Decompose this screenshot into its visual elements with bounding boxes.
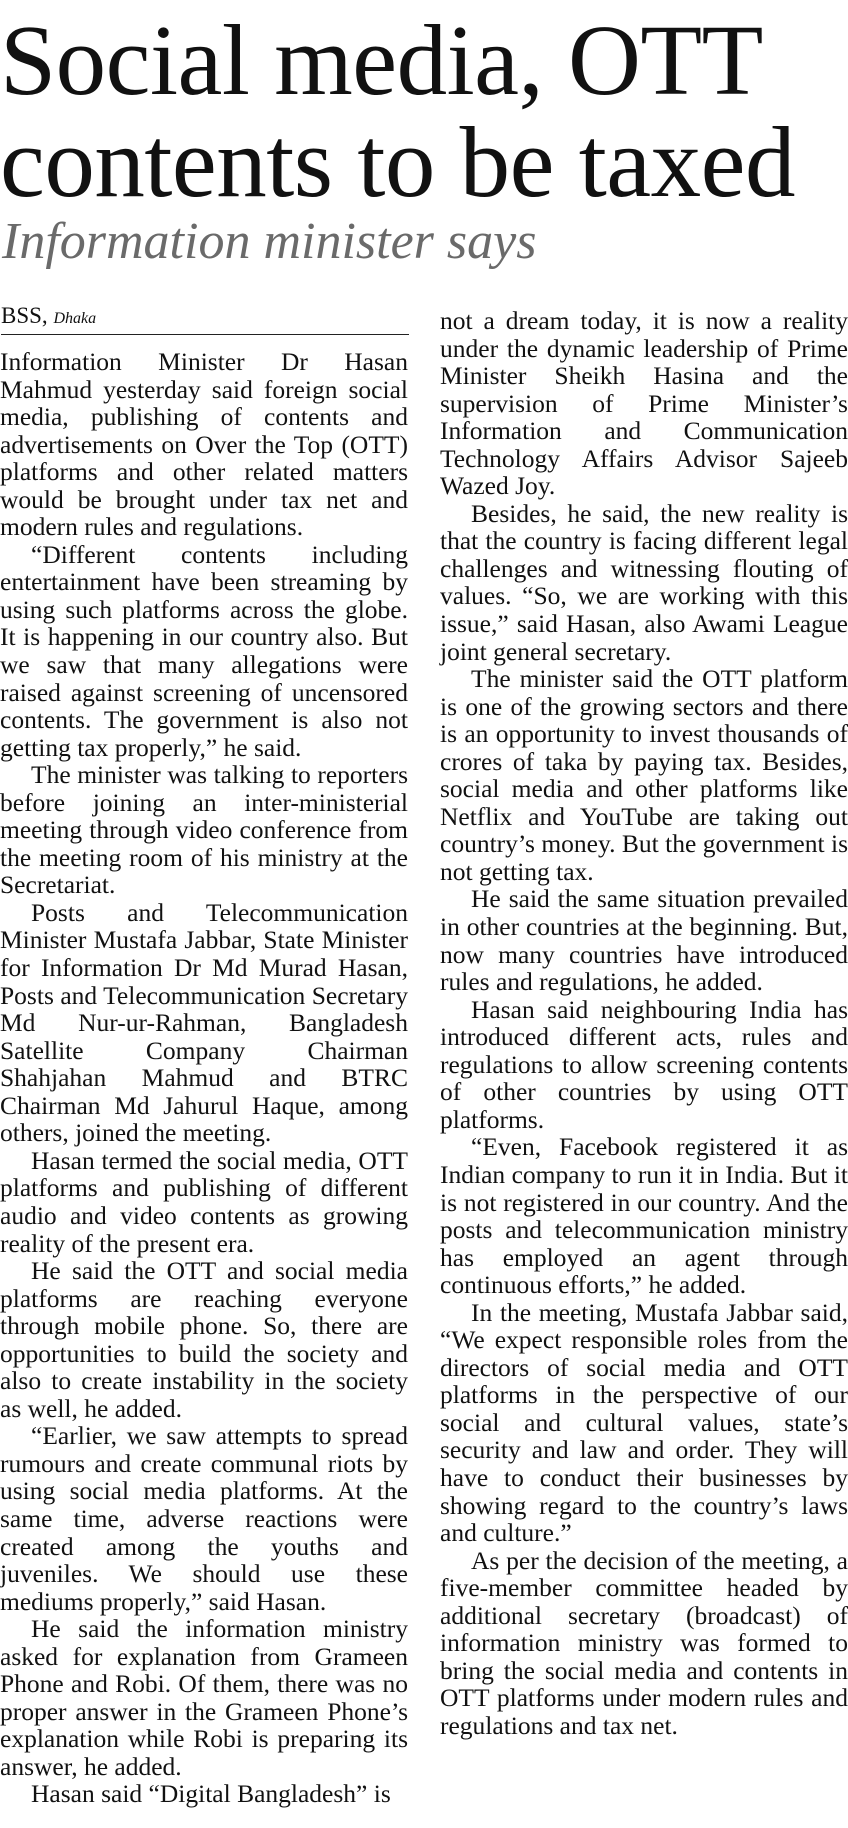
left-column-body	[0, 348, 408, 1808]
paragraph-continuation: not a dream today, it is now a reality under the dynamic leadership of Prime Minister Sheikh Hasina and the supervision of Prime Minister’s Information and Communication Technology Affairs Advisor Sajeeb Wazed Joy.	[440, 306, 848, 501]
headline-line-1: Social media, OTT	[0, 4, 763, 116]
subheadline: Information minister says	[2, 213, 537, 270]
article-column-right	[440, 307, 848, 1739]
paragraph: Hasan termed the social media, OTT platforms and publishing of different audio and video contents as growing reality of the present era.	[0, 1145, 408, 1258]
headline-line-2: contents to be taxed	[0, 106, 795, 218]
paragraph: Besides, he said, the new reality is that the country is facing different legal challenges and witnessing flouting of values. “So, we are working with this issue,” said Hasan, also Awami League joint general secretary.	[440, 498, 848, 666]
paragraph: He said the same situation prevailed in other countries at the beginning. But, now many countries have introduced rules and regulations, he added.	[440, 884, 848, 997]
paragraph: Hasan said neighbouring India has introduced different acts, rules and regulations to allow screening contents of other countries by using OTT platforms.	[440, 994, 848, 1134]
paragraph: The minister was talking to reporters before joining an inter-ministerial meeting through video conference from the meeting room of his ministry at the Secretariat.	[0, 760, 408, 900]
paragraph: Information Minister Dr Hasan Mahmud yesterday said foreign social media, publishing of contents and advertisements on Over the Top (OTT) platforms and other related matters would be brought under tax net and modern rules and regulations.	[0, 347, 408, 542]
paragraph: “Even, Facebook registered it as Indian company to run it in India. But it is not registered in our country. And the posts and telecommunication ministry has employed an agent through continuous efforts,” he added.	[440, 1132, 848, 1300]
paragraph: Posts and Telecommunication Minister Mustafa Jabbar, State Minister for Information Dr Md Murad Hasan, Posts and Telecommunication Secretary Md Nur-ur-Rahman, Bangladesh Satellite Company Chairman Shahjahan Mahmud and BTRC Chairman Md Jahurul Haque, among others, joined the meeting.	[0, 897, 408, 1148]
paragraph: He said the OTT and social media platforms are reaching everyone through mobile phone. So, there are opportunities to build the society and also to create instability in the society as well, he added.	[0, 1256, 408, 1423]
headline	[0, 0, 848, 218]
paragraph: In the meeting, Mustafa Jabbar said, “We expect responsible roles from the directors of social media and OTT platforms in the perspective of our social and cultural values, state’s security and law and order. They will have to conduct their businesses by showing regard to the country’s laws and culture.”	[440, 1297, 848, 1548]
paragraph: The minister said the OTT platform is one of the growing sectors and there is an opportunity to invest thousands of crores of taka by paying tax. Besides, social media and other platforms like Netflix and YouTube are taking out country’s money. But the government is not getting tax.	[440, 664, 848, 886]
byline-place: Dhaka	[53, 310, 97, 327]
paragraph: “Different contents including entertainment have been streaming by using such platforms across the globe. It is happening in our country also. But we saw that many allegations were raised against screening of uncensored contents. The government is also not getting tax properly,” he said.	[0, 539, 408, 762]
article-column-left	[0, 300, 408, 1808]
paragraph: Hasan said “Digital Bangladesh” is	[31, 1779, 391, 1809]
paragraph: As per the decision of the meeting, a five-member committee headed by additional secretary (broadcast) of information ministry was formed to bring the social media and contents in OTT platforms under modern rules and regulations and tax net.	[440, 1545, 848, 1740]
paragraph: He said the information ministry asked for explanation from Grameen Phone and Robi. Of them, there was no proper answer in the Grameen Phone’s explanation while Robi is preparing its answer, he added.	[0, 1614, 408, 1781]
byline-agency: BSS,	[1, 303, 48, 328]
paragraph: “Earlier, we saw attempts to spread rumours and create communal riots by using social media platforms. At the same time, adverse reactions were created among the youths and juveniles. We should use these mediums properly,” said Hasan.	[0, 1421, 408, 1616]
